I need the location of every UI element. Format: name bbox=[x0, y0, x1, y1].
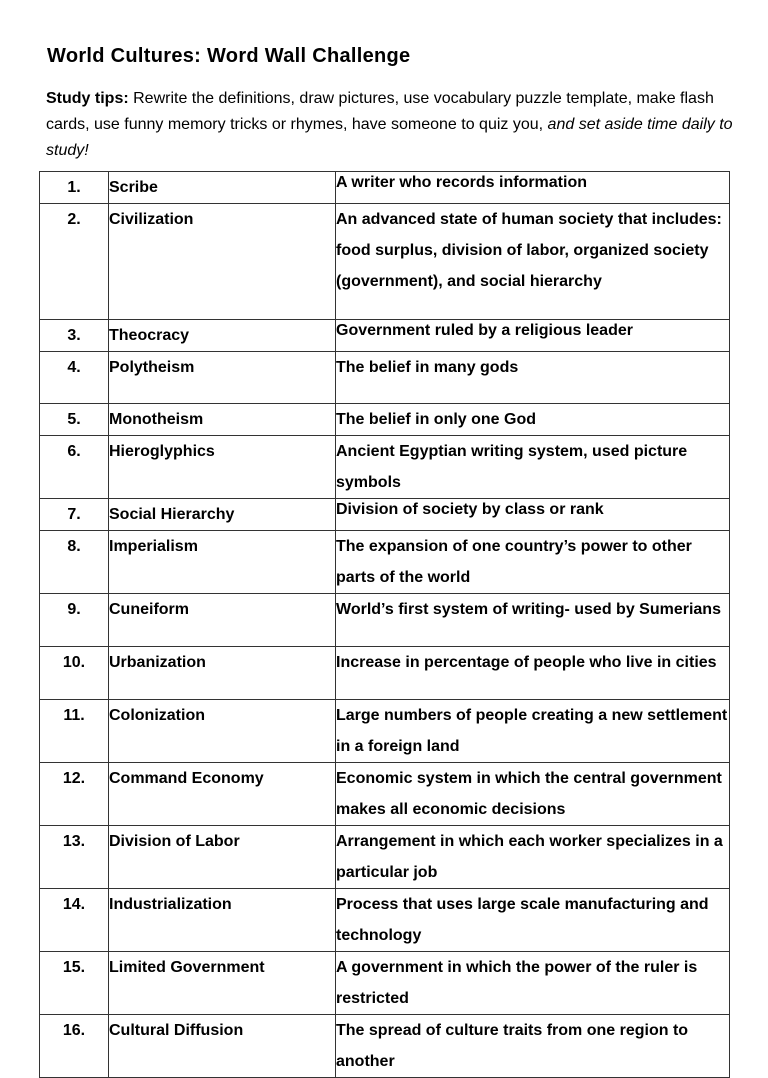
table-row bbox=[40, 594, 730, 647]
table-row bbox=[40, 647, 730, 700]
study-tips bbox=[46, 86, 736, 164]
table-row bbox=[40, 436, 730, 499]
term-definition: Increase in percentage of people who live in cities bbox=[336, 647, 730, 700]
term-definition: An advanced state of human society that includes: food surplus, division of labor, organized society (government), and social hierarchy bbox=[336, 204, 730, 320]
term-definition: Large numbers of people creating a new settlement in a foreign land bbox=[336, 700, 730, 763]
study-tips-emphasis: and set aside time daily to study! bbox=[46, 116, 733, 159]
table-row bbox=[40, 700, 730, 763]
vocabulary-term: Cuneiform bbox=[109, 594, 336, 647]
table-row bbox=[40, 404, 730, 436]
term-definition: The expansion of one country’s power to other parts of the world bbox=[336, 531, 730, 594]
vocabulary-term: Industrialization bbox=[109, 889, 336, 952]
table-row bbox=[40, 172, 730, 204]
term-number: 14. bbox=[40, 889, 109, 952]
vocabulary-term: Civilization bbox=[109, 204, 336, 320]
term-number: 16. bbox=[40, 1015, 109, 1078]
term-definition: Government ruled by a religious leader bbox=[336, 320, 730, 352]
vocabulary-term: Division of Labor bbox=[109, 826, 336, 889]
table-row bbox=[40, 531, 730, 594]
table-row bbox=[40, 889, 730, 952]
term-definition: Process that uses large scale manufacturing and technology bbox=[336, 889, 730, 952]
table-row bbox=[40, 826, 730, 889]
term-definition: The belief in only one God bbox=[336, 404, 730, 436]
vocabulary-term: Polytheism bbox=[109, 352, 336, 404]
term-number: 3. bbox=[40, 320, 109, 352]
vocabulary-term: Scribe bbox=[109, 172, 336, 204]
term-number: 10. bbox=[40, 647, 109, 700]
term-definition: Economic system in which the central government makes all economic decisions bbox=[336, 763, 730, 826]
term-definition: The belief in many gods bbox=[336, 352, 730, 404]
term-number: 15. bbox=[40, 952, 109, 1015]
term-definition: A government in which the power of the ruler is restricted bbox=[336, 952, 730, 1015]
vocabulary-term: Theocracy bbox=[109, 320, 336, 352]
term-number: 5. bbox=[40, 404, 109, 436]
vocabulary-table bbox=[39, 171, 730, 1078]
term-number: 7. bbox=[40, 499, 109, 531]
term-number: 8. bbox=[40, 531, 109, 594]
vocabulary-term: Imperialism bbox=[109, 531, 336, 594]
term-definition: The spread of culture traits from one region to another bbox=[336, 1015, 730, 1078]
term-number: 4. bbox=[40, 352, 109, 404]
vocabulary-term: Monotheism bbox=[109, 404, 336, 436]
study-tips-text: Rewrite the definitions, draw pictures, use vocabulary puzzle template, make flash cards, use funny memory tricks or rhymes, have someone to quiz you, bbox=[46, 90, 714, 133]
term-number: 11. bbox=[40, 700, 109, 763]
vocabulary-term: Command Economy bbox=[109, 763, 336, 826]
page-title: World Cultures: Word Wall Challenge bbox=[47, 45, 411, 67]
term-definition: Division of society by class or rank bbox=[336, 499, 730, 531]
table-row bbox=[40, 352, 730, 404]
vocabulary-term: Limited Government bbox=[109, 952, 336, 1015]
term-number: 2. bbox=[40, 204, 109, 320]
term-definition: Arrangement in which each worker specializes in a particular job bbox=[336, 826, 730, 889]
term-number: 9. bbox=[40, 594, 109, 647]
study-tips-label: Study tips: bbox=[46, 90, 129, 107]
term-definition: World’s first system of writing- used by Sumerians bbox=[336, 594, 730, 647]
vocabulary-term: Cultural Diffusion bbox=[109, 1015, 336, 1078]
vocabulary-term: Colonization bbox=[109, 700, 336, 763]
table-row bbox=[40, 320, 730, 352]
vocabulary-term: Social Hierarchy bbox=[109, 499, 336, 531]
term-number: 13. bbox=[40, 826, 109, 889]
vocabulary-term: Hieroglyphics bbox=[109, 436, 336, 499]
table-row bbox=[40, 952, 730, 1015]
term-number: 12. bbox=[40, 763, 109, 826]
table-row bbox=[40, 499, 730, 531]
vocabulary-term: Urbanization bbox=[109, 647, 336, 700]
term-number: 1. bbox=[40, 172, 109, 204]
term-definition: Ancient Egyptian writing system, used picture symbols bbox=[336, 436, 730, 499]
term-number: 6. bbox=[40, 436, 109, 499]
table-row bbox=[40, 204, 730, 320]
table-row bbox=[40, 763, 730, 826]
term-definition: A writer who records information bbox=[336, 172, 730, 204]
